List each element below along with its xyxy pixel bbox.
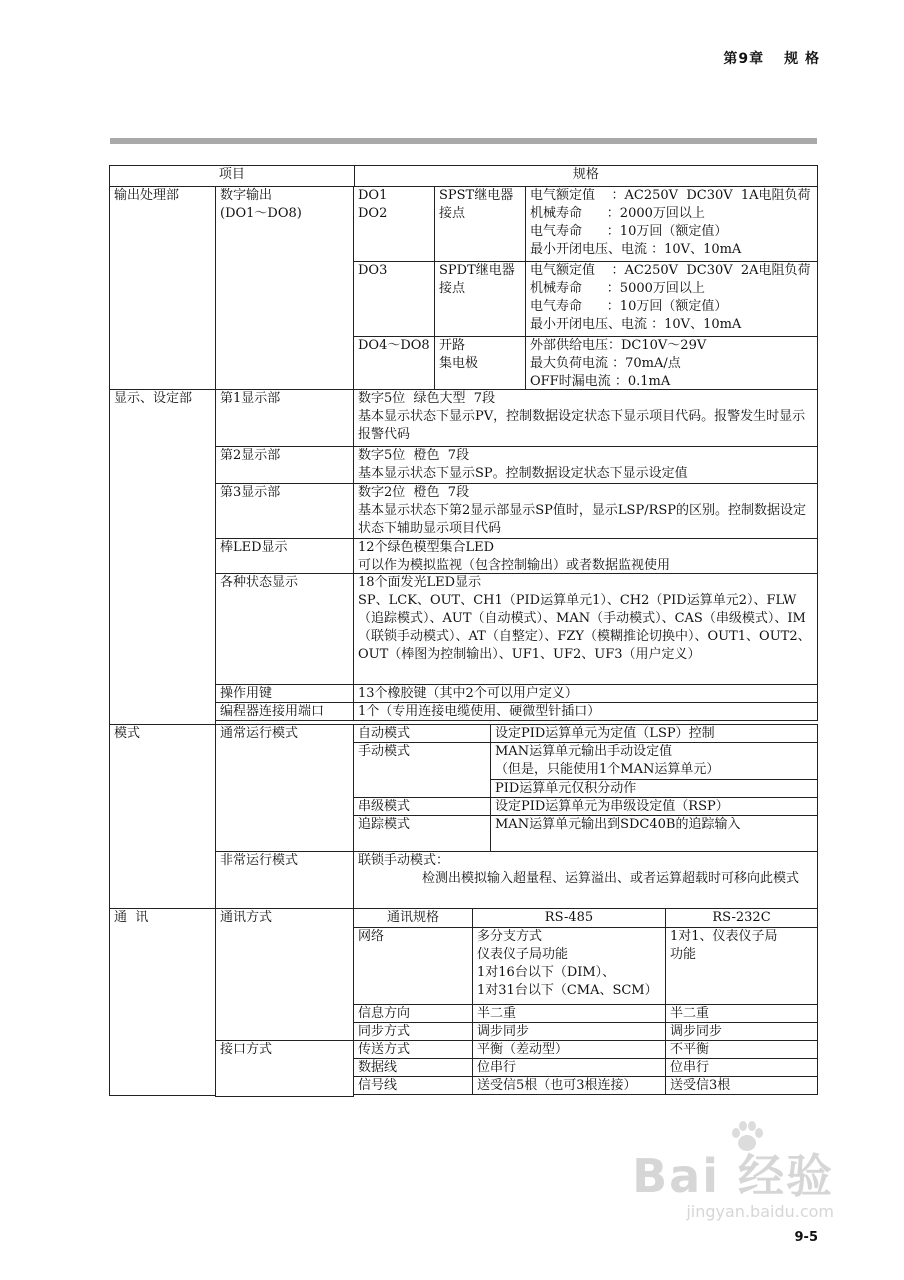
mode-cascade-desc: 设定PID运算单元为串级设定值（RSP） [490, 797, 818, 816]
channel-do4-do8: DO4～DO8 [353, 336, 435, 390]
header-item: 项目 [109, 165, 355, 187]
data-line-rs485: 位串行 [472, 1058, 666, 1077]
table-row [215, 1040, 817, 1096]
direction-rs485: 半二重 [472, 1004, 666, 1023]
table-row [353, 742, 817, 797]
signal-line-rs485: 送受信5根（也可3根连接） [472, 1076, 666, 1095]
label-interface: 接口方式 [215, 1040, 354, 1097]
spec-operation-keys: 13个橡胶键（其中2个可以用户定义） [353, 684, 818, 703]
category-comm: 通 讯 [109, 908, 216, 1096]
spec-do1-do2: 电气额定值 ：AC250V DC30V 1A电阻负荷 机械寿命 ：2000万回以上 电气寿命 ：10万回（额定值） 最小开闭电压、电流 ：10V、10mA [525, 186, 818, 262]
table-row [353, 1040, 817, 1058]
table-row [353, 261, 817, 336]
label-status-display: 各种状态显示 [215, 573, 354, 685]
section-display [109, 389, 817, 724]
section-output [109, 186, 817, 389]
signal-line-rs232: 送受信3根 [665, 1076, 818, 1095]
table-row [353, 1058, 817, 1076]
tx-rs232: 不平衡 [665, 1040, 818, 1059]
network-rs232: 1对1、仪表仪子局 功能 [665, 927, 818, 1005]
section-mode [109, 724, 817, 908]
mode-auto-desc: 设定PID运算单元为定值（LSP）控制 [490, 724, 818, 743]
table-header-row [109, 165, 817, 186]
spec-do4-do8: 外部供给电压：DC10V～29V 最大负荷电流 ：70mA/点 OFF时漏电流 ：0.1mA [525, 336, 818, 390]
chapter-label: 第9章 [723, 51, 765, 67]
category-mode: 模式 [109, 724, 216, 909]
baidu-watermark [632, 1140, 834, 1221]
section-comm [109, 908, 817, 1096]
mode-manual-desc: MAN运算单元输出手动设定值 （但是，只能使用1个MAN运算单元） [490, 742, 818, 780]
table-row [353, 908, 817, 927]
channel-do3: DO3 [353, 261, 435, 337]
mode-manual-pid: PID运算单元仅积分动作 [490, 779, 818, 798]
type-open-collector: 开路 集电极 [434, 336, 526, 390]
type-spst: SPST继电器 接点 [434, 186, 526, 262]
table-row [215, 702, 817, 720]
label-operation-keys: 操作用键 [215, 684, 354, 703]
rs232-header: RS-232C [665, 908, 818, 928]
label-display-1: 第1显示部 [215, 389, 354, 447]
table-row [353, 815, 817, 851]
mode-manual: 手动模式 [353, 742, 491, 798]
mode-track-desc: MAN运算单元输出到SDC40B的追踪输入 [490, 815, 818, 852]
mode-track: 追踪模式 [353, 815, 491, 852]
category-display: 显示、设定部 [109, 389, 216, 725]
spec-table [109, 165, 817, 1096]
table-row [215, 389, 817, 446]
data-line-rs232: 位串行 [665, 1058, 818, 1077]
table-row [215, 538, 817, 573]
header-spec: 规格 [354, 165, 818, 187]
label-comm-method: 通讯方式 [215, 908, 354, 1041]
tx-label: 传送方式 [353, 1040, 473, 1059]
label-bar-led: 棒LED显示 [215, 538, 354, 574]
table-row [215, 908, 817, 1040]
sync-rs232: 调步同步 [665, 1022, 818, 1041]
page-header [723, 48, 820, 68]
watermark-url: jingyan.baidu.com [686, 1202, 834, 1221]
table-row [353, 1004, 817, 1022]
spec-display-1: 数字5位 绿色大型 7段 基本显示状态下显示PV，控制数据设定状态下显示项目代码。报警发生时显示报警代码 [353, 389, 818, 447]
spec-display-3: 数字2位 橙色 7段 基本显示状态下第2显示部显示SP值时，显示LSP/RSP的区别。控制数据设定状态下辅助显示项目代码 [353, 483, 818, 539]
chapter-title: 规 格 [784, 51, 820, 67]
watermark-brand: Bai 经验 [632, 1149, 834, 1203]
table-row [353, 186, 817, 261]
table-row [215, 724, 817, 851]
sync-label: 同步方式 [353, 1022, 473, 1041]
label-abnormal-mode: 非常运行模式 [215, 851, 354, 909]
direction-label: 信息方向 [353, 1004, 473, 1023]
label-programmer-port: 编程器连接用端口 [215, 702, 354, 721]
tx-rs485: 平衡（差动型） [472, 1040, 666, 1059]
table-row [353, 1022, 817, 1040]
channel-do1-do2: DO1 DO2 [353, 186, 435, 262]
table-row [353, 336, 817, 389]
interlock-desc: 检测出模拟输入超量程、运算溢出、或者运算超载时可移向此模式 [422, 871, 800, 886]
spec-do3: 电气额定值 ：AC250V DC30V 2A电阻负荷 机械寿命 ：5000万回以上 电气寿命 ：10万回（额定值） 最小开闭电压、电流 ：10V、10mA [525, 261, 818, 337]
rs485-header: RS-485 [472, 908, 666, 928]
mode-cascade: 串级模式 [353, 797, 491, 816]
spec-status-display: 18个面发光LED显示 SP、LCK、OUT、CH1（PID运算单元1）、CH2（PID运算单元2）、FLW（追踪模式）、AUT（自动模式）、MAN（手动模式）、CAS（串级模式）、IM（联锁手动模式）、AT（自整定）、FZY（模糊推论切换中）、OUT1、OUT2、OUT（棒图为控制输出）、UF1、UF2、UF3（用户定义） [353, 573, 818, 685]
spec-display-2: 数字5位 橙色 7段 基本显示状态下显示SP。控制数据设定状态下显示设定值 [353, 446, 818, 484]
mode-auto: 自动模式 [353, 724, 491, 743]
data-line-label: 数据线 [353, 1058, 473, 1077]
label-display-3: 第3显示部 [215, 483, 354, 539]
table-row [215, 483, 817, 538]
type-spdt: SPDT继电器 接点 [434, 261, 526, 337]
table-row [353, 927, 817, 1004]
table-row [353, 1076, 817, 1094]
sync-rs485: 调步同步 [472, 1022, 666, 1041]
spec-abnormal-mode [353, 851, 818, 909]
table-row [215, 446, 817, 483]
interlock-title: 联锁手动模式： [358, 853, 450, 868]
direction-rs232: 半二重 [665, 1004, 818, 1023]
header-rule [110, 138, 817, 144]
label-normal-mode: 通常运行模式 [215, 724, 354, 852]
network-label: 网络 [353, 927, 473, 1005]
signal-line-label: 信号线 [353, 1076, 473, 1095]
table-row [215, 851, 817, 908]
sub-digital-output: 数字输出 (DO1～DO8) [215, 186, 354, 390]
label-display-2: 第2显示部 [215, 446, 354, 484]
comm-spec-header: 通讯规格 [353, 908, 473, 928]
spec-bar-led: 12个绿色模型集合LED 可以作为模拟监视（包含控制输出）或者数据监视使用 [353, 538, 818, 574]
table-row [215, 684, 817, 702]
spec-programmer-port: 1个（专用连接电缆使用、硬微型针插口） [353, 702, 818, 721]
network-rs485: 多分支方式 仪表仪子局功能 1对16台以下（DIM）、 1对31台以下（CMA、SCM） [472, 927, 666, 1005]
table-row [215, 573, 817, 684]
page-number: 9-5 [794, 1230, 818, 1245]
category-output: 输出处理部 [109, 186, 216, 390]
table-row [353, 724, 817, 742]
table-row [353, 797, 817, 815]
